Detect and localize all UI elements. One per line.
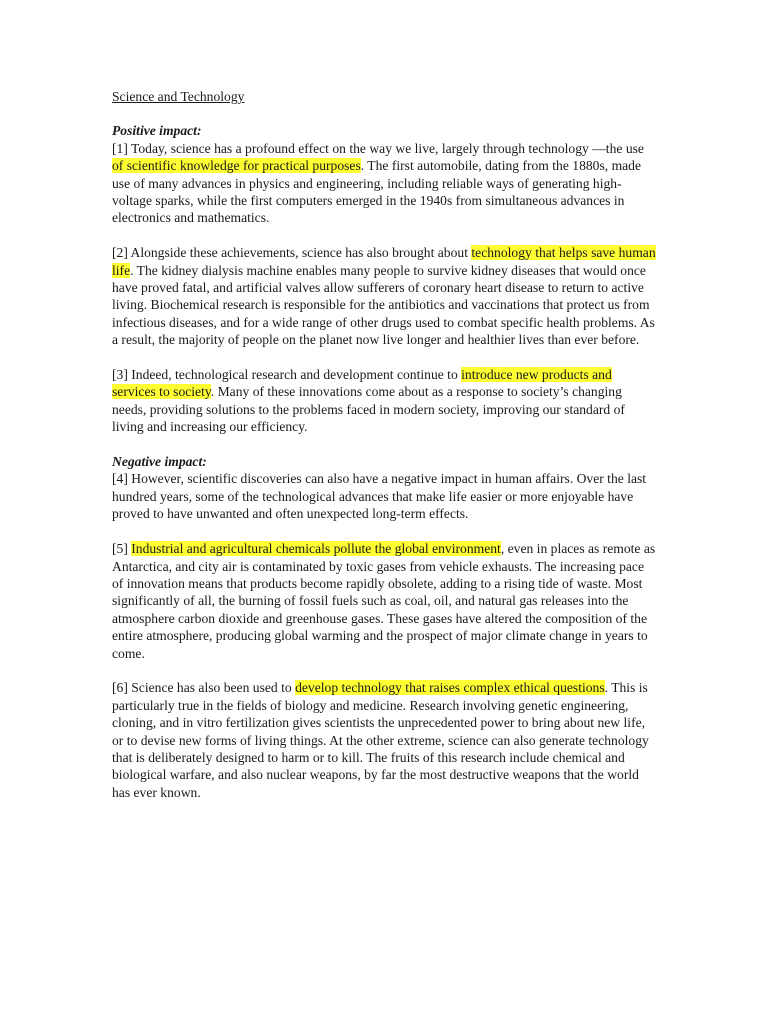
paragraph-1 — [112, 140, 657, 227]
highlighted-text: introduce new products and services to society — [112, 367, 612, 400]
highlighted-text: Industrial and agricultural chemicals pollute the global environment — [131, 541, 501, 557]
section-negative-impact — [112, 453, 657, 801]
paragraph-text: . The first automobile, dating from the 1880s, made use of many advances in physics and engineering, including reliable ways of generating high-voltage sparks, while the first computers emerged in the 1940s from simultaneous advances in electronics and mathematics. — [112, 158, 642, 226]
paragraph-text: [2] Alongside these achievements, science has also brought about — [112, 245, 472, 261]
paragraph-text: . This is particularly true in the fields of biology and medicine. Research involving genetic engineering, cloning, and in vitro fertilization gives scientists the unprecedented power to bring about new life, or to devise new forms of living things. At the other extreme, science can also generate technology that is deliberately designed to harm or to kill. The fruits of this research include chemical and biological warfare, and also nuclear weapons, by far the most destructive weapons that the world has ever known. — [112, 680, 649, 800]
paragraph-text: . Many of these innovations come about as a response to society’s changing needs, providing solutions to the problems faced in modern society, improving our standard of living and increasing our efficiency. — [112, 384, 625, 435]
paragraph-text: [3] Indeed, technological research and development continue to — [112, 367, 462, 383]
paragraph-3 — [112, 366, 657, 436]
paragraph-text: , even in places as remote as Antarctica, and city air is contaminated by toxic gases from vehicle exhausts. The increasing pace of innovation means that products become rapidly obsolete, adding to a rising tide of waste. Most significantly of all, the burning of fossil fuels such as coal, oil, and natural gas releases into the atmosphere carbon dioxide and greenhouse gases. These gases have altered the composition of the entire atmosphere, producing global warming and the prospect of major climate change in years to come. — [112, 541, 656, 661]
section-positive-impact — [112, 122, 657, 435]
paragraph-2 — [112, 244, 657, 348]
paragraph-text: [4] However, scientific discoveries can also have a negative impact in human affairs. Over the last hundred years, some of the technological advances that make life easier or more enjoyable have proved to have unwanted and often unexpected long-term effects. — [112, 471, 647, 522]
highlighted-text: develop technology that raises complex ethical questions — [295, 680, 605, 696]
paragraph-text: [1] Today, science has a profound effect on the way we live, largely through technology —the use — [112, 140, 644, 156]
paragraph-5 — [112, 540, 657, 662]
paragraph-text: [5] — [112, 541, 132, 557]
highlighted-text: technology that helps save human life — [112, 245, 656, 278]
paragraph-6 — [112, 679, 657, 801]
section-heading: Negative impact: — [112, 454, 207, 470]
paragraph-text: [6] Science has also been used to — [112, 680, 296, 696]
document-page — [112, 88, 657, 819]
paragraph-4 — [112, 470, 657, 522]
document-title: Science and Technology — [112, 89, 245, 104]
paragraph-text: . The kidney dialysis machine enables many people to survive kidney diseases that would once have proved fatal, and artificial valves allow sufferers of coronary heart disease to return to active living. Biochemical research is responsible for the antibiotics and vaccinations that protect us from infectious diseases, and for a wide range of other drugs used to combat specific health problems. As a result, the majority of people on the planet now live longer and healthier lives than ever before. — [112, 262, 655, 348]
highlighted-text: of scientific knowledge for practical purposes — [112, 158, 361, 174]
section-heading: Positive impact: — [112, 123, 202, 139]
